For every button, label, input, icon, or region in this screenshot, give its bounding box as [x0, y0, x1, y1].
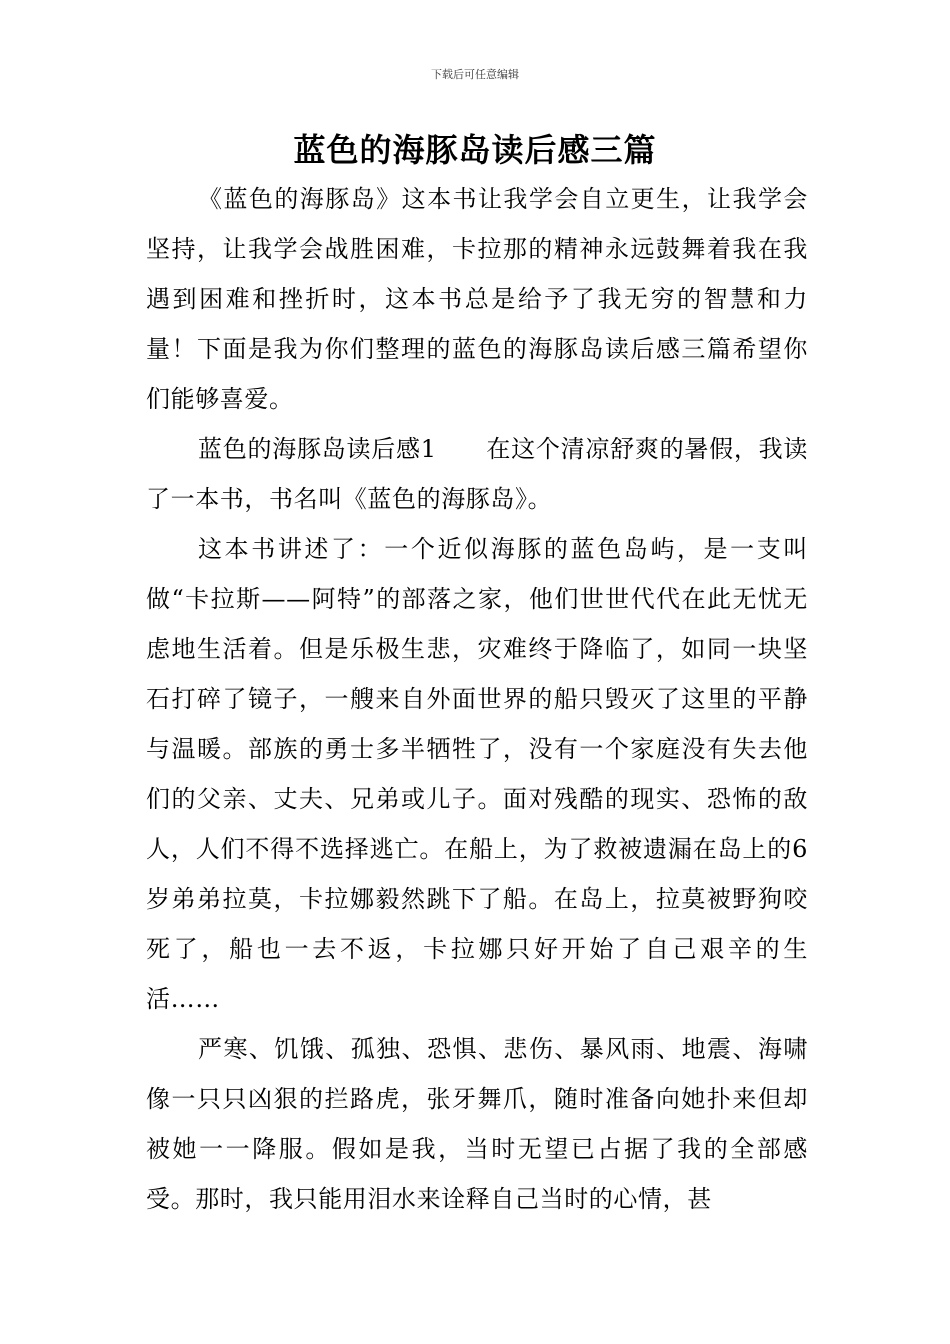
document-title: 蓝色的海豚岛读后感三篇	[293, 131, 657, 169]
document-body	[146, 174, 808, 1224]
paragraph-hardships: 严寒、饥饿、孤独、恐惧、悲伤、暴风雨、地震、海啸像一只只凶狠的拦路虎，张牙舞爪，随时准备向她扑来但却被她一一降服。假如是我，当时无望已占据了我的全部感受。那时，我只能用泪水来诠释自己当时的心情，甚	[146, 1035, 808, 1213]
paragraph-review-1-start: 蓝色的海豚岛读后感1 在这个清凉舒爽的暑假，我读了一本书，书名叫《蓝色的海豚岛》。	[146, 435, 808, 513]
paragraph-story-summary: 这本书讲述了：一个近似海豚的蓝色岛屿，是一支叫做“卡拉斯——阿特”的部落之家，他们世世代代在此无忧无虑地生活着。但是乐极生悲，灾难终于降临了，如同一块坚石打碎了镜子，一艘来自外面世界的船只毁灭了这里的平静与温暖。部族的勇士多半牺牲了，没有一个家庭没有失去他们的父亲、丈夫、兄弟或儿子。面对残酷的现实、恐怖的敌人，人们不得不选择逃亡。在船上，为了救被遗漏在岛上的6岁弟弟拉莫，卡拉娜毅然跳下了船。在岛上，拉莫被野狗咬死了，船也一去不返，卡拉娜只好开始了自己艰辛的生活……	[146, 535, 808, 1013]
header-note: 下载后可任意编辑	[431, 68, 519, 81]
paragraph-intro: 《蓝色的海豚岛》这本书让我学会自立更生，让我学会坚持，让我学会战胜困难，卡拉那的精神永远鼓舞着我在我遇到困难和挫折时，这本书总是给予了我无穷的智慧和力量！下面是我为你们整理的蓝色的海豚岛读后感三篇希望你们能够喜爱。	[146, 185, 808, 413]
